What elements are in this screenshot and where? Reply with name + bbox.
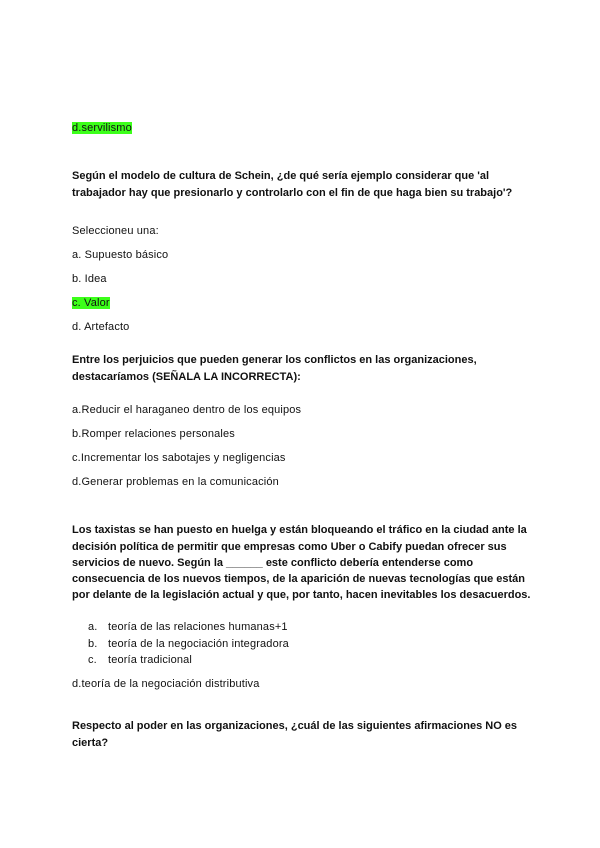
question-text: trabajador hay que presionarlo y controlarlo con el fin de que haga bien su trabajo'?	[72, 187, 513, 199]
question-text: Respecto al poder en las organizaciones, ¿cuál de las siguientes afirmaciones NO es	[72, 720, 518, 732]
list-item-text: teoría tradicional	[108, 654, 193, 666]
question-text: consecuencia de los nuevos tiempos, de la aparición de nuevas tecnologías que están	[72, 573, 525, 585]
answer-line	[72, 120, 132, 136]
question-text: Según el modelo de cultura de Schein, ¿de qué sería ejemplo considerar que 'al	[72, 170, 490, 182]
list-marker: c.	[88, 654, 97, 666]
option: d.teoría de la negociación distributiva	[72, 678, 260, 690]
option: b. Idea	[72, 273, 107, 285]
question-text: por delante de la legislación actual y que, por tanto, hacen inevitables los desacuerdos.	[72, 589, 531, 601]
option: b.Romper relaciones personales	[72, 428, 235, 440]
highlighted-option: c. Valor	[72, 297, 110, 309]
option: a. Supuesto básico	[72, 249, 169, 261]
option: c.Incrementar los sabotajes y negligencias	[72, 452, 286, 464]
question-text: Entre los perjuicios que pueden generar los conflictos en las organizaciones,	[72, 354, 477, 366]
list-item-text: teoría de la negociación integradora	[108, 638, 289, 650]
question-text: destacaríamos (SEÑALA LA INCORRECTA):	[72, 371, 301, 383]
list-item-text: teoría de las relaciones humanas+1	[108, 621, 288, 633]
question-text: servicios de nuevo. Según la ______ este conflicto debería entenderse como	[72, 557, 474, 569]
option: d. Artefacto	[72, 321, 130, 333]
answer-prompt: Seleccioneu una:	[72, 225, 159, 237]
list-marker: b.	[88, 638, 98, 650]
question-text: cierta?	[72, 737, 109, 749]
option: a.Reducir el haraganeo dentro de los equipos	[72, 404, 302, 416]
question-text: Los taxistas se han puesto en huelga y están bloqueando el tráfico en la ciudad ante la	[72, 524, 527, 536]
question-text: decisión política de permitir que empresas como Uber o Cabify puedan ofrecer sus	[72, 541, 507, 553]
highlighted-answer: d.servilismo	[72, 122, 132, 134]
list-marker: a.	[88, 621, 98, 633]
option: d.Generar problemas en la comunicación	[72, 476, 279, 488]
option-line	[72, 295, 110, 311]
list-item	[88, 636, 289, 652]
list-item	[88, 619, 288, 635]
list-item	[88, 652, 192, 668]
